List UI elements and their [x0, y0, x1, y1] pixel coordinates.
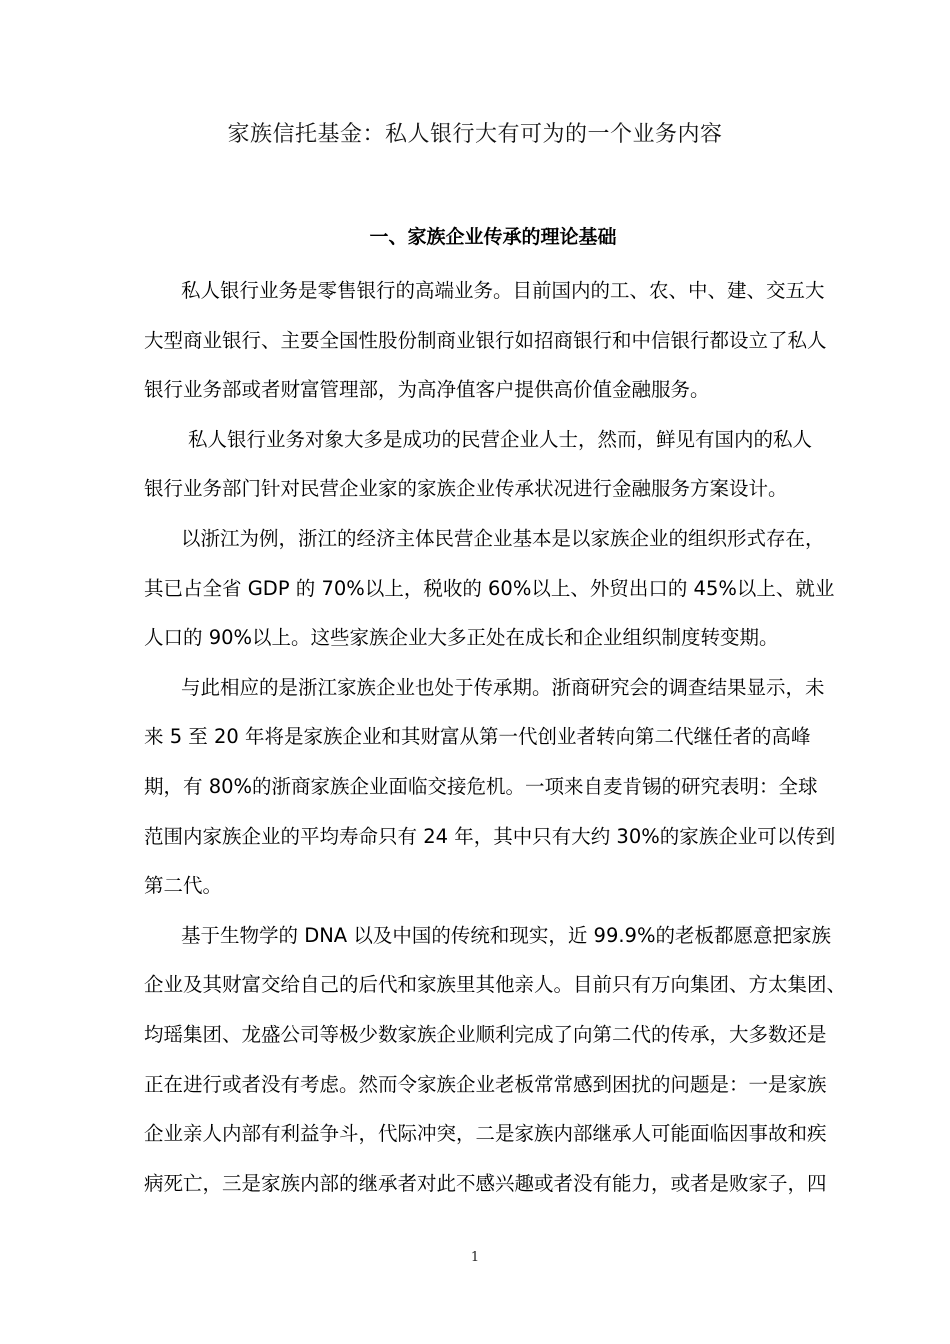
text-line: 基于生物学的 DNA 以及中国的传统和现实，近 99.9%的老板都愿意把家族	[181, 923, 831, 947]
document-title: 家族信托基金：私人银行大有可为的一个业务内容	[227, 122, 723, 147]
text-line: 私人银行业务对象大多是成功的民营企业人士，然而，鲜见有国内的私人	[188, 427, 813, 451]
text-line: 企业及其财富交给自己的后代和家族里其他亲人。目前只有万向集团、方太集团、	[144, 973, 847, 997]
paragraph	[144, 663, 836, 911]
paragraph	[144, 514, 835, 663]
text-line: 以浙江为例，浙江的经济主体民营企业基本是以家族企业的组织形式存在，	[181, 526, 825, 550]
text-line: 大型商业银行、主要全国性股份制商业银行如招商银行和中信银行都设立了私人	[144, 328, 827, 352]
paragraph	[144, 415, 813, 514]
text-line: 与此相应的是浙江家族企业也处于传承期。浙商研究会的调查结果显示，未	[181, 675, 825, 699]
text-line: 来 5 至 20 年将是家族企业和其财富从第一代创业者转向第二代继任者的高峰	[144, 725, 811, 749]
text-line: 其已占全省 GDP 的 70%以上，税收的 60%以上、外贸出口的 45%以上、就业	[144, 576, 835, 600]
text-line: 企业亲人内部有利益争斗，代际冲突，二是家族内部继承人可能面临因事故和疾	[144, 1122, 827, 1146]
paragraph	[144, 911, 847, 1209]
text-line: 病死亡，三是家族内部的继承者对此不感兴趣或者没有能力，或者是败家子，四	[144, 1171, 827, 1195]
text-line: 银行业务部或者财富管理部，为高净值客户提供高价值金融服务。	[144, 378, 710, 402]
section-heading: 一、家族企业传承的理论基础	[369, 226, 617, 248]
text-line: 范围内家族企业的平均寿命只有 24 年，其中只有大约 30%的家族企业可以传到	[144, 824, 836, 848]
text-line: 正在进行或者没有考虑。然而令家族企业老板常常感到困扰的问题是：一是家族	[144, 1072, 827, 1096]
text-line: 期，有 80%的浙商家族企业面临交接危机。一项来自麦肯锡的研究表明：全球	[144, 774, 818, 798]
page-number: 1	[470, 1250, 480, 1265]
text-line: 均瑶集团、龙盛公司等极少数家族企业顺利完成了向第二代的传承，大多数还是	[144, 1022, 827, 1046]
document-body	[144, 266, 847, 1208]
paragraph	[144, 266, 827, 415]
text-line: 第二代。	[144, 874, 223, 898]
text-line: 银行业务部门针对民营企业家的家族企业传承状况进行金融服务方案设计。	[144, 477, 788, 501]
text-line: 人口的 90%以上。这些家族企业大多正处在成长和企业组织制度转变期。	[144, 626, 779, 650]
text-line: 私人银行业务是零售银行的高端业务。目前国内的工、农、中、建、交五大	[181, 279, 825, 302]
